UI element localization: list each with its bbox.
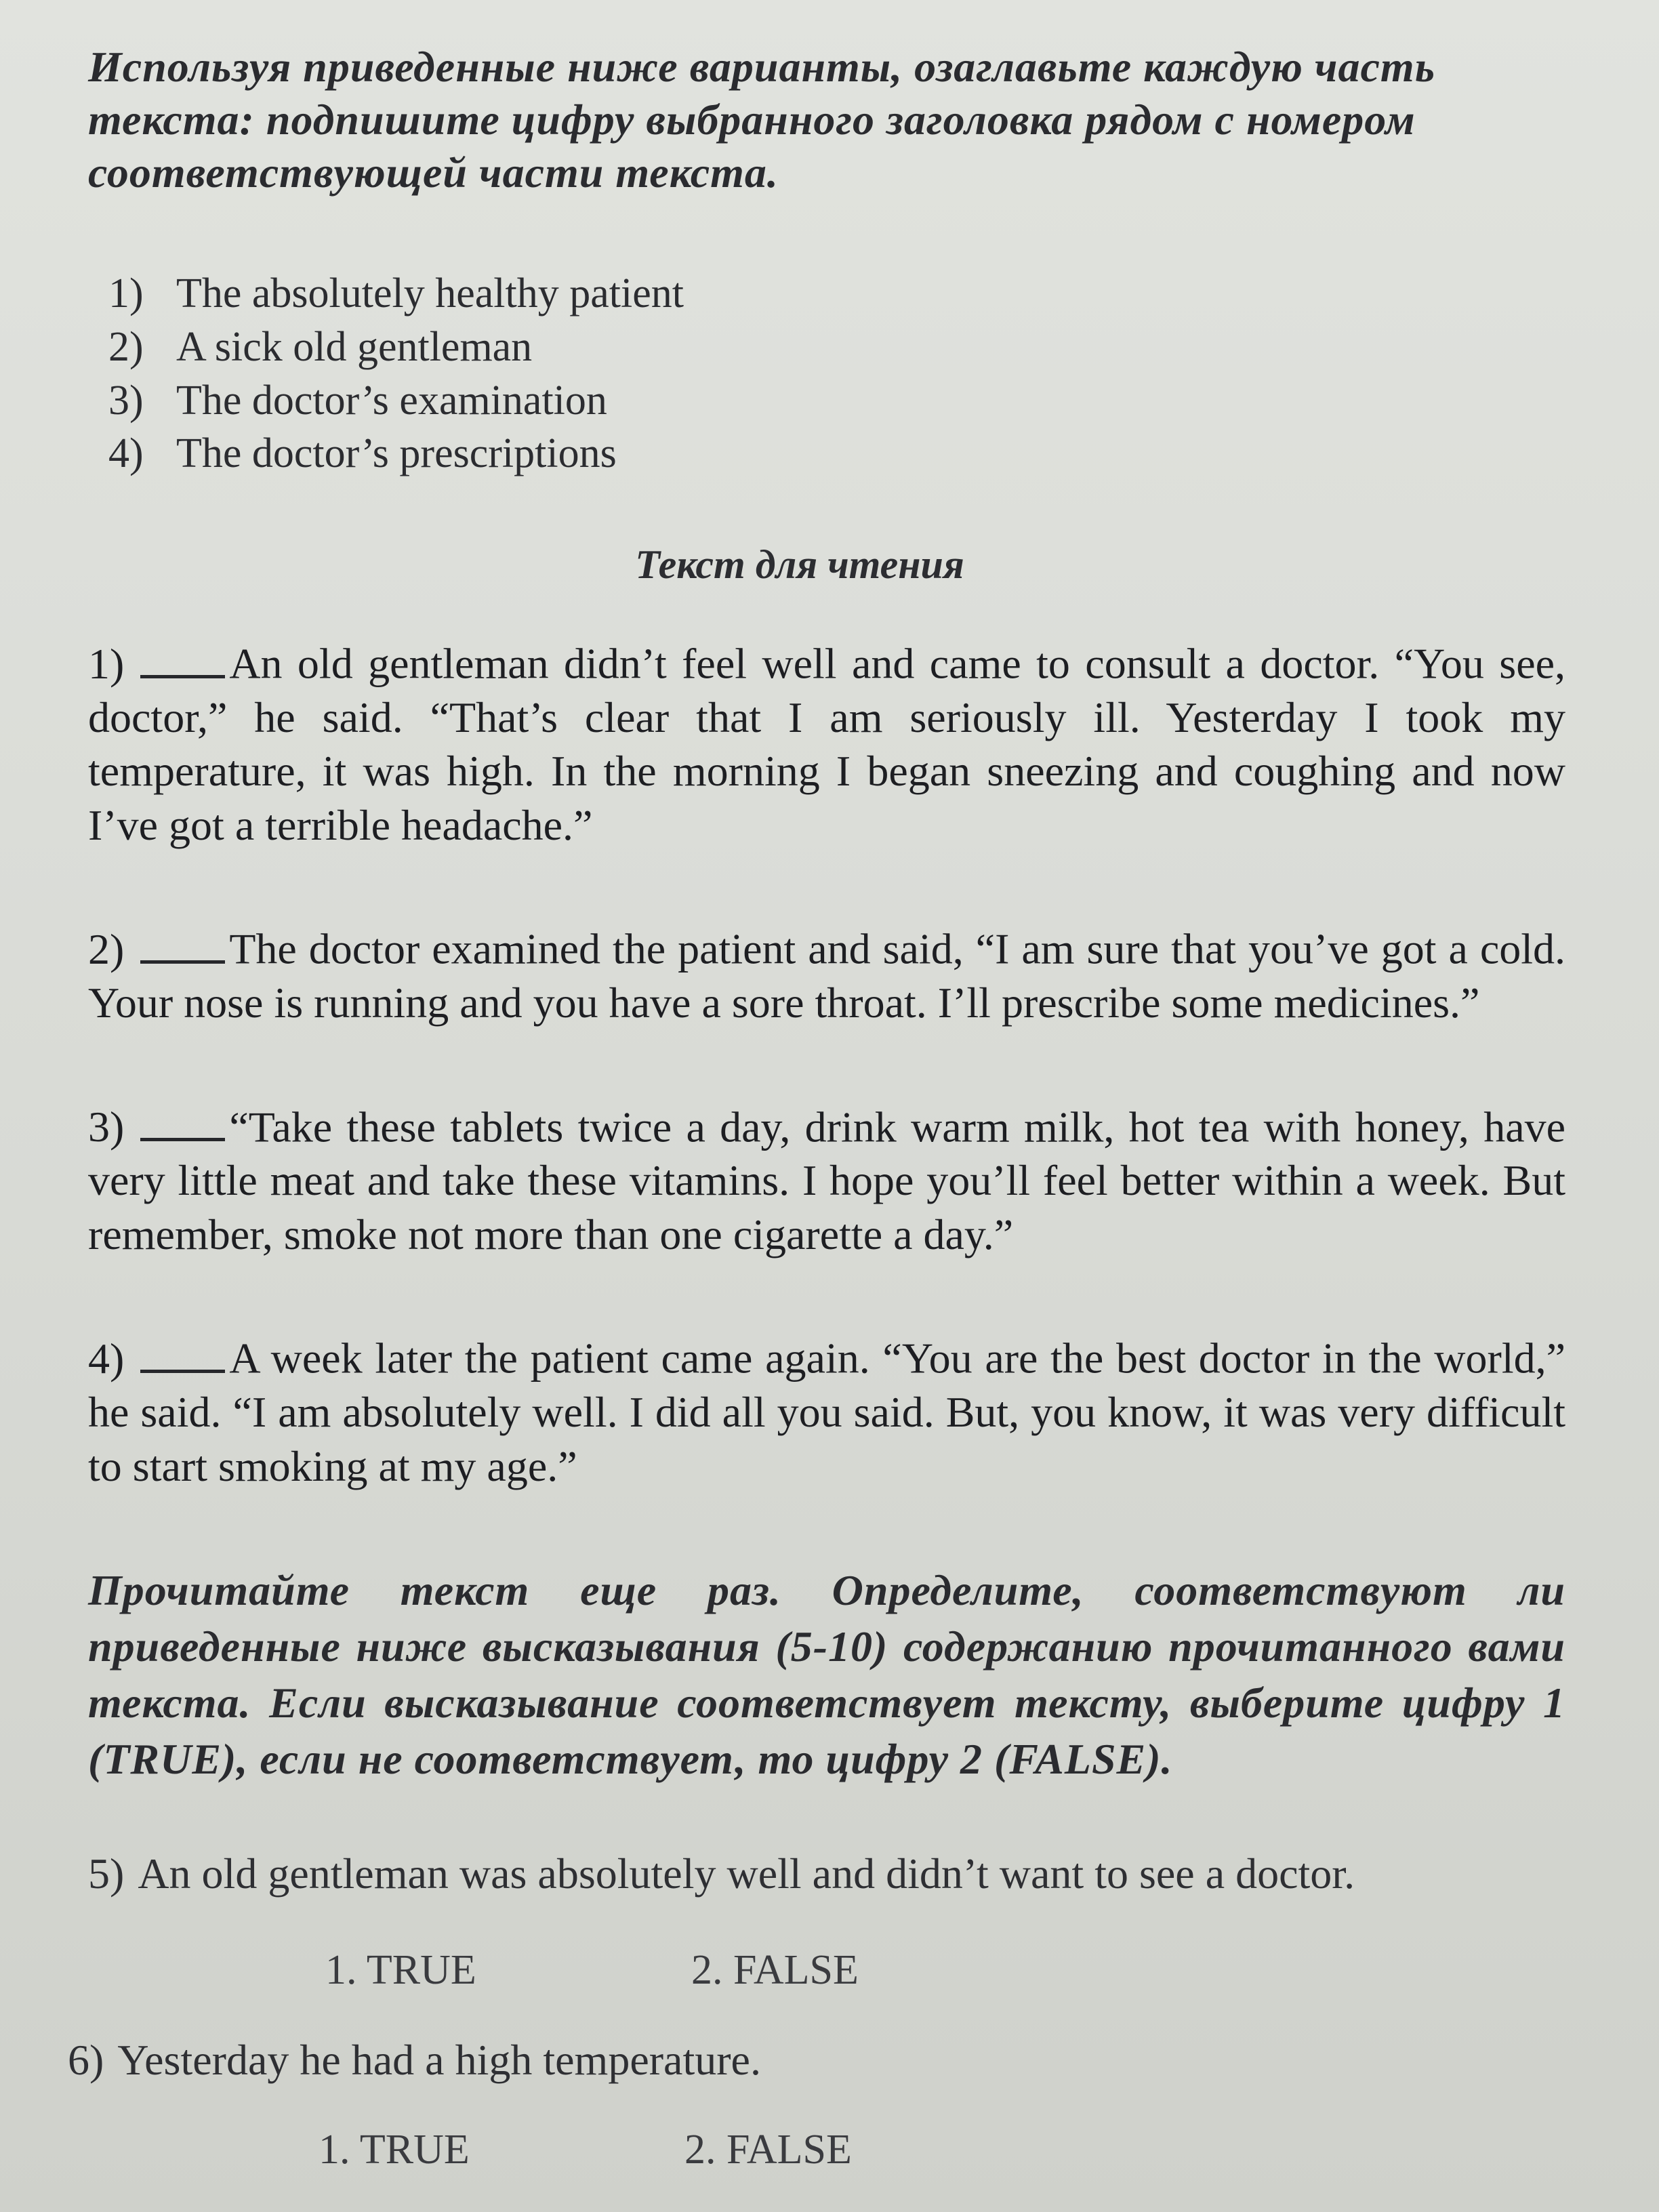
paragraph-number: 4) [88, 1334, 125, 1382]
heading-option-text: The doctor’s prescriptions [176, 430, 617, 477]
question-6 [68, 2035, 1565, 2085]
instruction-line-2: текста: подпишите цифру выбранного заголовка рядом с номером [88, 96, 1416, 144]
paragraph-number: 3) [88, 1103, 125, 1151]
choice-false[interactable]: 2. FALSE [684, 2126, 852, 2173]
question-number: 6) [68, 2035, 104, 2084]
paragraph-number: 1) [88, 639, 125, 688]
question-text: An old gentleman was absolutely well and didn’t want to see a doctor. [138, 1849, 1355, 1898]
paragraph-text: The doctor examined the patient and said, “I am sure that you’ve got a cold. Your nose is running and you have a sore throat. I’ll prescribe some medicines.” [88, 924, 1565, 1027]
choice-true[interactable]: 1. TRUE [319, 2126, 470, 2173]
answer-blank[interactable] [140, 921, 225, 964]
paragraph-text: An old gentleman didn’t feel well and came to consult a doctor. “You see, doctor,” he said. “That’s clear that I am seriously ill. Yesterday I took my temperature, it was high. In the morning I began sneezing and coughing and now I’ve got a terrible headache.” [88, 639, 1565, 849]
paragraph-text: A week later the patient came again. “You are the best doctor in the world,” he said. “I am absolutely well. I did all you said. But, you know, it was very difficult to start smoking at my age.” [88, 1334, 1565, 1490]
reading-paragraph-2 [88, 921, 1565, 1029]
choice-false[interactable]: 2. FALSE [691, 1946, 859, 1993]
instruction-true-false: Прочитайте текст еще раз. Определите, соответствуют ли приведенные ниже высказывания (5-10) содержанию прочитанного вами текста. Если высказывание соответствует тексту, выберите цифру 1 (TRUE), если не соответствует, то цифру 2 (FALSE). [88, 1565, 1565, 1784]
question-6-choices [319, 2126, 1565, 2174]
answer-blank[interactable] [140, 636, 225, 678]
question-number: 5) [88, 1849, 125, 1898]
heading-options-list [108, 267, 1565, 480]
heading-option-number: 1) [108, 270, 144, 317]
reading-text-title: Текст для чтения [635, 542, 964, 588]
heading-option-text: The absolutely healthy patient [176, 270, 684, 317]
heading-option-number: 4) [108, 430, 144, 477]
reading-paragraph-4 [88, 1330, 1565, 1493]
heading-option [108, 374, 1565, 428]
worksheet-page [68, 41, 1565, 2174]
paragraph-text: “Take these tablets twice a day, drink warm milk, hot tea with honey, have very little meat and take these vitamins. I hope you’ll feel better within a week. But remember, smoke not more than one cigarette a day.” [88, 1103, 1565, 1258]
heading-option [108, 321, 1565, 374]
heading-option-number: 2) [108, 323, 144, 370]
paragraph-number: 2) [88, 924, 125, 973]
question-5-choices [325, 1946, 1565, 1994]
heading-option [108, 267, 1565, 321]
heading-option [108, 427, 1565, 480]
instruction-line-3: соответствующей части текста. [88, 148, 779, 197]
heading-option-number: 3) [108, 377, 144, 424]
instruction-line-1: Используя приведенные ниже варианты, озаглавьте каждую часть [88, 43, 1435, 91]
answer-blank[interactable] [140, 1099, 225, 1142]
heading-option-text: A sick old gentleman [176, 323, 533, 370]
heading-option-text: The doctor’s examination [176, 377, 607, 424]
question-5 [88, 1849, 1565, 1899]
reading-paragraph-1 [88, 636, 1565, 852]
reading-paragraph-3 [88, 1099, 1565, 1262]
instruction-titles [88, 41, 1565, 199]
question-text: Yesterday he had a high temperature. [117, 2035, 761, 2084]
answer-blank[interactable] [140, 1330, 225, 1373]
choice-true[interactable]: 1. TRUE [325, 1946, 476, 1993]
